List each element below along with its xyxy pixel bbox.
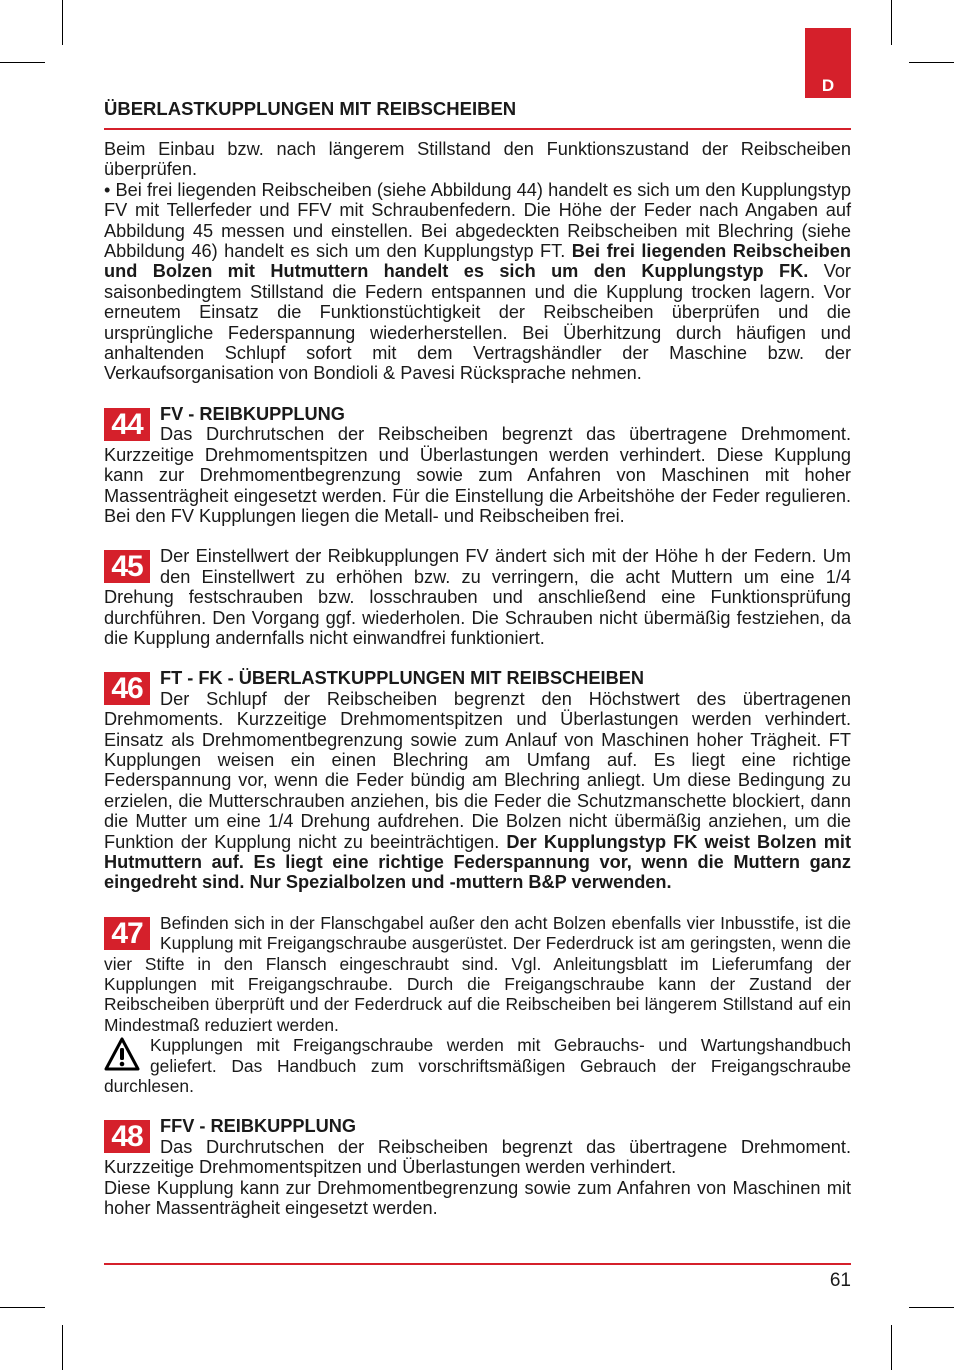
crop-mark	[0, 1307, 45, 1308]
section-text-2: Diese Kupplung kann zur Drehmomentbegrenzung sowie zum Anfahren von Maschinen mit hoher Massenträgheit eingesetzt werden.	[104, 1177, 851, 1219]
section-bold-text: Der Kupplungstyp FK weist Bolzen mit Hutmuttern auf. Es liegt eine richtige Federspannung vor, wenn die Muttern ganz eingedreht sind. Nur Spezialbolzen und -muttern B&P verwenden.	[104, 831, 851, 893]
main-content	[104, 139, 851, 1219]
footer-rule	[104, 1263, 851, 1265]
language-tab	[805, 28, 851, 98]
page-number: 61	[829, 1270, 851, 1291]
crop-mark	[62, 0, 63, 45]
figure-number-45: 45	[104, 550, 150, 583]
section-title: FV - REIBKUPPLUNG	[160, 403, 345, 424]
section-text: Das Durchrutschen der Reibscheiben begrenzt das übertragene Drehmoment. Kurzzeitige Drehmomentspitzen und Überlastungen werden verhindert. Diese Kupplung kann zur Drehmomentbegrenzung sowie zum Anfahren von Maschinen mit hoher Massenträgheit eingesetzt werden. Für die Einstellung die Arbeitshöhe der Feder regulieren. Bei den FV Kupplungen liegen die Metall- und Reibscheiben frei.	[104, 424, 851, 526]
intro-paragraph-2: • Bei frei liegenden Reibscheiben (siehe Abbildung 44) handelt es sich um den Kupplungstyp FV mit Tellerfeder und FFV mit Schraubenfedern. Die Höhe der Feder nach Angaben auf Abbildung 45 messen und einstellen. Bei abgedeckten Reibscheiben mit Blechring (siehe Abbildung 46) handelt es sich um den Kupplungstyp FT. Bei frei liegenden Reibscheiben und Bolzen mit Hutmuttern handelt es sich um den Kupplungstyp FK. Vor saisonbedingtem Stillstand die Federn entspannen und die Kupplung trocken lagern. Vor erneutem Einsatz die Funktionstüchtigkeit der Reibscheiben überprüfen und die ursprüngliche Federspannung wiederherstellen. Bei Überhitzung durch häufigen und anhaltenden Schlupf sofort mit dem Vertragshändler der Maschine bzw. der Verkaufsorganisation von Bondioli & Pavesi Rücksprache nehmen.	[104, 179, 851, 384]
crop-mark	[909, 1307, 954, 1308]
section-text: Das Durchrutschen der Reibscheiben begrenzt das übertragene Drehmoment. Kurzzeitige Drehmomentspitzen und Überlastungen werden verhindert.	[104, 1136, 851, 1178]
section-title: FT - FK - ÜBERLASTKUPPLUNGEN MIT REIBSCHEIBEN	[160, 668, 644, 689]
section-44	[104, 404, 851, 526]
figure-number-46: 46	[104, 672, 150, 705]
crop-mark	[0, 62, 45, 63]
section-text: Der Einstellwert der Reibkupplungen FV ändert sich mit der Höhe h der Federn. Um den Einstellwert zu erhöhen bzw. zu verringern, die acht Muttern um eine 1/4 Drehung festschrauben bzw. losschrauben und anschließend eine Funktionsprüfung durchführen. Den Vorgang ggf. wiederholen. Die Schrauben nicht übermäßig festziehen, da die Kupplung andernfalls nicht einwandfrei funktioniert.	[104, 546, 851, 648]
crop-mark	[62, 1325, 63, 1370]
warning-triangle-icon	[104, 1037, 140, 1073]
figure-number-48: 48	[104, 1120, 150, 1153]
section-46	[104, 668, 851, 892]
crop-mark	[891, 1325, 892, 1370]
figure-number-44: 44	[104, 408, 150, 441]
page-title: ÜBERLASTKUPPLUNGEN MIT REIBSCHEIBEN	[104, 98, 517, 119]
section-48	[104, 1116, 851, 1218]
header-rule	[104, 128, 851, 130]
section-title: FFV - REIBKUPPLUNG	[160, 1116, 357, 1137]
section-text: Der Schlupf der Reibscheiben begrenzt den Höchstwert des übertragenen Drehmoments. Kurzzeitige Drehmomentspitzen und Überlastungen werden verhindert. Einsatz als Drehmomentbegrenzung sowie zum Anlauf von Maschinen hoher Trägheit. FT Kupplungen weisen ein einen Blechring am Umfang auf. Es liegt eine richtige Federspannung vor, wenn die Feder bündig am Blechring anliegt. Um diese Bedingung zu erzielen, die Mutterschrauben anziehen, bis die Feder die Schutzmanschette blockiert, dann die Mutter um eine 1/4 Drehung aufdrehen. Die Bolzen nicht übermäßig anziehen, um die Funktion der Kupplung nicht zu beeinträchtigen.	[104, 688, 851, 852]
section-text: Befinden sich in der Flanschgabel außer den acht Bolzen ebenfalls vier Inbusstife, ist die Kupplung mit Freigangschraube ausgerüstet. Der Federdruck ist am geringsten, wenn die vier Stifte in den Flansch eingeschraubt sind. Vgl. Anleitungsblatt im Lieferumfang der Kupplungen mit Freigangschraube. Durch die Freigangschraube kann der Zustand der Reibscheiben überprüft und der Federdruck auf die Reibscheiben bei längerem Stillstand auf ein Mindestmaß reduziert werden.	[104, 912, 851, 1035]
intro-paragraph-1: Beim Einbau bzw. nach längerem Stillstand den Funktionszustand der Reibscheiben überprüfen.	[104, 139, 851, 180]
warning-text: Kupplungen mit Freigangschraube werden mit Gebrauchs- und Wartungshandbuch geliefert. Das Handbuch zum vorschriftsmäßigen Gebrauch der Freigangschraube durchlesen.	[104, 1035, 851, 1097]
section-45	[104, 546, 851, 648]
language-letter: D	[821, 76, 835, 95]
crop-mark	[891, 0, 892, 45]
figure-number-47: 47	[104, 917, 150, 950]
crop-mark	[909, 62, 954, 63]
section-47	[104, 913, 851, 1097]
